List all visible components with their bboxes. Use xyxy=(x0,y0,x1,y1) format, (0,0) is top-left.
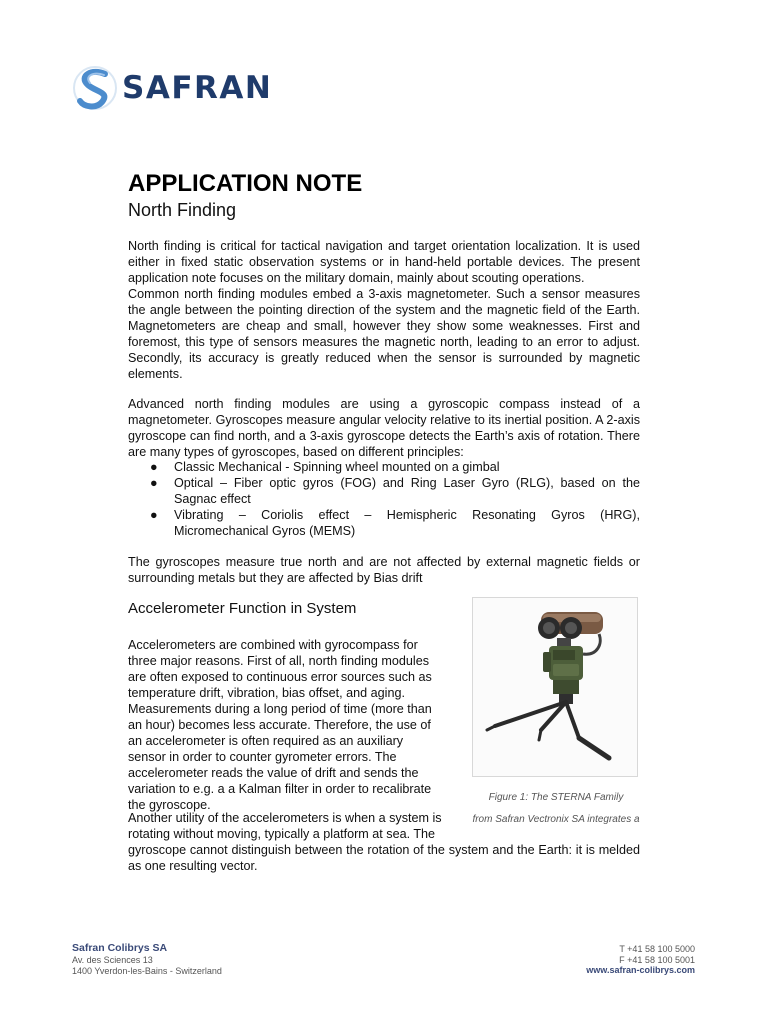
footer-phone: T +41 58 100 5000 xyxy=(619,944,695,954)
paragraph-intro: North finding is critical for tactical navigation and target orientation localization. It is used either in fixed static observation systems or in hand-held portable devices. The present application note focuses on the military domain, mainly about scouting operations. xyxy=(128,239,640,285)
sterna-device-illustration xyxy=(473,598,637,776)
paragraph-rotation-part1: Another utility of the accelerometers is when a system is rotating without moving, typically a platform at sea. The xyxy=(128,811,442,841)
paragraph-rotation-part2: gyroscope cannot distinguish between the rotation of the system and the Earth: it is melded as one resulting vector. xyxy=(128,843,640,873)
list-item xyxy=(128,507,640,539)
document-title: APPLICATION NOTE xyxy=(128,170,363,197)
bullet-icon: ● xyxy=(150,460,158,474)
list-item xyxy=(128,475,640,507)
footer-company: Safran Colibrys SA xyxy=(72,942,168,954)
gyroscope-types-list xyxy=(128,459,640,539)
bullet-icon: ● xyxy=(150,476,158,490)
footer-fax: F +41 58 100 5001 xyxy=(619,954,695,965)
figure-caption-line2: from Safran Vectronix SA integrates a xyxy=(472,814,640,825)
section-heading: Accelerometer Function in System xyxy=(128,600,357,617)
paragraph-magnetometer: Common north finding modules embed a 3-axis magnetometer. Such a sensor measures the angle between the pointing direction of the system and the magnetic field of the Earth. Magnetometers are cheap and small, however they show some weaknesses. First and foremost, this type of sensors measures the magnetic north, leading to an error to adjust. Secondly, its accuracy is greatly reduced when the sensor is surrounded by magnetic elements. xyxy=(128,287,640,381)
document-subtitle: North Finding xyxy=(128,200,237,220)
paragraph-accelerometer: Accelerometers are combined with gyrocompass for three major reasons. First of all, north finding modules are often exposed to continuous error sources such as temperature drift, vibration, bias offset, and aging. Measurements during a long period of time (more than an hour) becomes less accurate. Therefore, the use of an accelerometer is often required as an auxiliary sensor in order to counter gyrometer errors. The accelerometer reads the value of drift and sends the variation to e.g. a a Kalman filter in order to recalibrate the gyroscope. xyxy=(128,638,432,812)
paragraph-gyroscope: Advanced north finding modules are using a gyroscopic compass instead of a magnetometer. Gyroscopes measure angular velocity relative to its inertial position. A 2-axis gyroscope can find north, and a 3-axis gyroscope detects the Earth’s axis of rotation. There are many types of gyroscopes, based on different principles: xyxy=(128,397,640,459)
list-item-text: Classic Mechanical - Spinning wheel mounted on a gimbal xyxy=(174,460,500,474)
list-item xyxy=(128,459,640,475)
paragraph-true-north: The gyroscopes measure true north and are not affected by external magnetic fields or surrounding metals but they are affected by Bias drift xyxy=(128,555,640,585)
safran-swoosh-icon xyxy=(72,65,118,111)
bullet-icon: ● xyxy=(150,508,158,522)
brand-name: SAFRAN xyxy=(122,70,273,106)
list-item-text: Optical – Fiber optic gyros (FOG) and Ring Laser Gyro (RLG), based on the Sagnac effect xyxy=(174,476,640,506)
list-item-text: Vibrating – Coriolis effect – Hemispheric Resonating Gyros (HRG), Micromechanical Gyros (MEMS) xyxy=(174,508,640,538)
footer-address xyxy=(72,942,222,977)
safran-logo xyxy=(72,64,272,112)
footer-address-line2: 1400 Yverdon-les-Bains - Switzerland xyxy=(72,966,222,976)
footer-contact xyxy=(586,944,695,976)
footer-website-link[interactable]: www.safran-colibrys.com xyxy=(586,965,695,975)
figure-caption-line1: Figure 1: The STERNA Family xyxy=(488,792,624,803)
footer-address-line1: Av. des Sciences 13 xyxy=(72,955,153,965)
figure-sterna-image xyxy=(472,597,638,777)
